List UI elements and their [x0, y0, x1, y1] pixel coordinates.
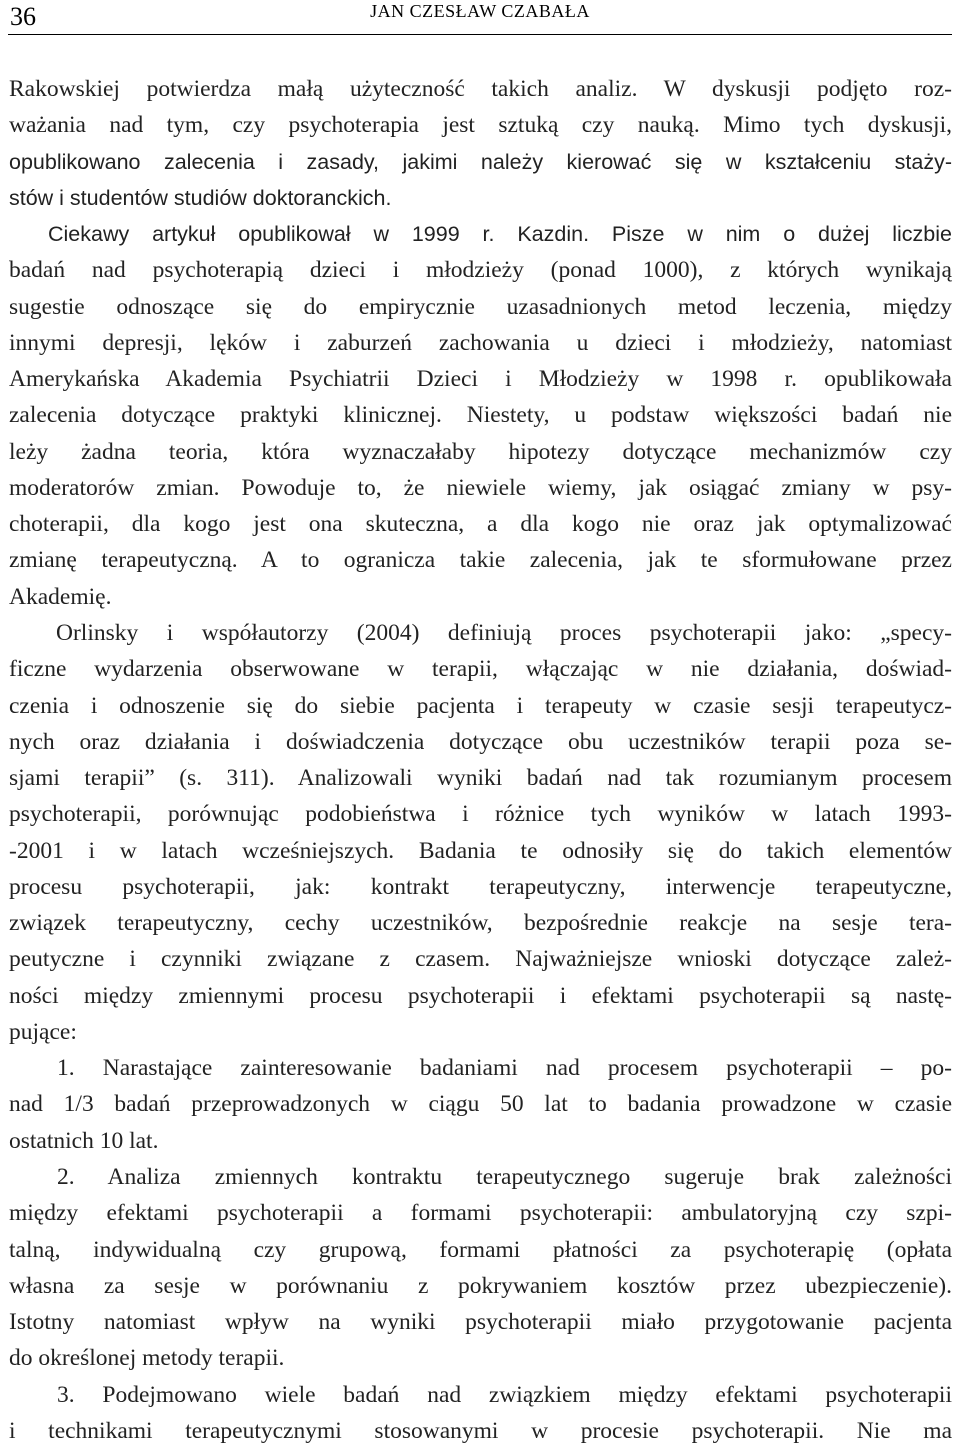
text-line: -2001 i w latach wcześniejszych. Badania te odnosiły się do takich elementów: [9, 837, 952, 864]
text-line: peutyczne i czynniki związane z czasem. Najważniejsze wnioski dotyczące zależ-: [9, 946, 952, 973]
text-line: ficzne wydarzenia obserwowane w terapii, włączając w nie działania, doświad-: [9, 656, 952, 683]
text-line: opublikowano zalecenia i zasady, jakimi należy kierować się w kształceniu staży-: [9, 149, 952, 174]
text-line: ostatnich 10 lat.: [9, 1127, 159, 1154]
text-line: Orlinsky i współautorzy (2004) definiują proces psychoterapii jako: „specy-: [56, 619, 952, 646]
text-line: Amerykańska Akademia Psychiatrii Dzieci i Młodzieży w 1998 r. opublikowała: [9, 366, 952, 393]
text-line: Ciekawy artykuł opublikował w 1999 r. Kazdin. Pisze w nim o dużej liczbie: [48, 222, 952, 247]
text-line: Istotny natomiast wpływ na wyniki psychoterapii miało przygotowanie pacjenta: [9, 1309, 952, 1336]
text-line: 3. Podejmowano wiele badań nad związkiem między efektami psychoterapii: [57, 1381, 952, 1408]
text-line: zmianę terapeutyczną. A to ogranicza takie zalecenia, jak te sformułowane przez: [9, 547, 952, 574]
text-line: między efektami psychoterapii a formami psychoterapii: ambulatoryjną czy szpi-: [9, 1200, 952, 1227]
text-line: psychoterapii, porównując podobieństwa i różnice tych wyników w latach 1993-: [9, 801, 952, 828]
text-line: pujące:: [9, 1018, 77, 1045]
body-text: [9, 71, 952, 1449]
text-line: talną, indywidualną czy grupową, formami płatności za psychoterapię (opłata: [9, 1236, 952, 1263]
text-line: stów i studentów studiów doktoranckich.: [9, 185, 392, 210]
text-line: czenia i odnoszenie się do siebie pacjenta i terapeuty w czasie sesji terapeutycz-: [9, 692, 952, 719]
text-line: własna za sesje w porównaniu z pokrywaniem kosztów przez ubezpieczenie).: [9, 1272, 952, 1299]
text-line: do określonej metody terapii.: [9, 1345, 285, 1372]
text-line: 2. Analiza zmiennych kontraktu terapeutycznego sugeruje brak zależności: [57, 1163, 952, 1190]
running-head: JAN CZESŁAW CZABAŁA: [370, 1, 590, 21]
text-line: leży żadna teoria, która wyznaczałaby hipotezy dotyczące mechanizmów czy: [9, 438, 952, 465]
text-line: Akademię.: [9, 583, 112, 610]
text-line: nych oraz działania i doświadczenia dotyczące obu uczestników terapii poza se-: [9, 728, 952, 755]
text-line: Rakowskiej potwierdza małą użyteczność takich analiz. W dyskusji podjęto roz-: [9, 76, 952, 102]
text-line: procesu psychoterapii, jak: kontrakt terapeutyczny, interwencje terapeutyczne,: [9, 873, 952, 900]
text-line: innymi depresji, lęków i zaburzeń zachowania u dzieci i młodzieży, natomiast: [9, 329, 952, 356]
text-line: ności między zmiennymi procesu psychoterapii i efektami psychoterapii są nastę-: [9, 982, 952, 1009]
text-line: i technikami terapeutycznymi stosowanymi w procesie psychoterapii. Nie ma: [9, 1417, 952, 1444]
text-line: nad 1/3 badań przeprowadzonych w ciągu 50 lat to badania prowadzone w czasie: [9, 1091, 952, 1118]
text-line: ważania nad tym, czy psychoterapia jest sztuką czy nauką. Mimo tych dyskusji,: [9, 112, 952, 139]
text-line: sjami terapii” (s. 311). Analizowali wyniki badań nad tak rozumianym procesem: [9, 765, 952, 792]
text-line: moderatorów zmian. Powoduje to, że niewiele wiemy, jak osiągać zmiany w psy-: [9, 474, 952, 501]
text-line: zalecenia dotyczące praktyki klinicznej. Niestety, u podstaw większości badań nie: [9, 402, 952, 429]
text-line: związek terapeutyczny, cechy uczestników, bezpośrednie reakcje na sesje tera-: [9, 910, 952, 937]
text-line: sugestie odnoszące się do empirycznie uzasadnionych metod leczenia, między: [9, 293, 952, 320]
page-header: [8, 0, 952, 35]
text-line: choterapii, dla kogo jest ona skuteczna, a dla kogo nie oraz jak optymalizować: [9, 511, 952, 538]
text-line: 1. Narastające zainteresowanie badaniami nad procesem psychoterapii – po-: [57, 1055, 952, 1082]
text-line: badań nad psychoterapią dzieci i młodzieży (ponad 1000), z których wynikają: [9, 257, 952, 284]
page-number: 36: [10, 2, 36, 31]
